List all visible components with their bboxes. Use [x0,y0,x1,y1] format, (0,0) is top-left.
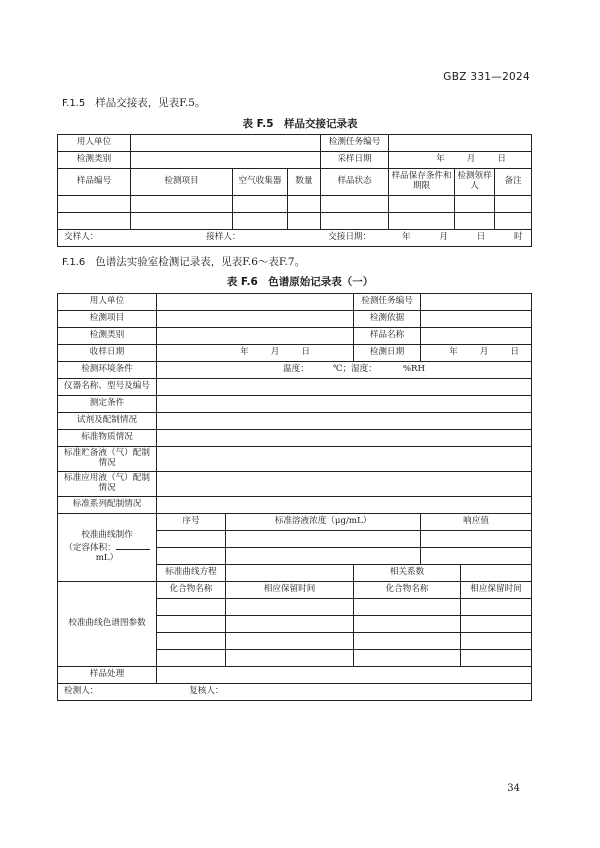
reviewer-label: 复核人： [189,686,224,697]
page-number: 34 [507,783,520,794]
label-working-solution: 标准应用液（气）配制情况 [58,472,157,497]
header-compound-2: 化合物名称 [354,582,461,599]
cell[interactable] [421,548,532,565]
receiver-label: 接样人： [206,232,241,243]
header-collector: 空气收集器 [233,169,288,196]
humidity-label: ℃；湿度： [332,364,377,375]
table-row [58,196,532,213]
cell-working-solution-value[interactable] [157,472,532,497]
month-mark: 月 [466,154,476,165]
cell-test-item-value[interactable] [157,311,354,328]
cell[interactable] [226,633,354,650]
header-sample-state: 样品状态 [321,169,389,196]
label-chromatogram-params: 校准曲线色谱图参数 [58,582,157,667]
month-mark: 月 [439,232,448,243]
cell[interactable] [226,650,354,667]
cell[interactable] [354,616,461,633]
label-unit: 用人单位 [58,135,131,152]
cell-instrument-value[interactable] [157,379,532,396]
tester-label: 检测人： [64,686,99,697]
cell[interactable] [157,650,226,667]
cell-environment-value[interactable] [157,362,532,379]
volume-suffix: mL） [95,552,119,563]
day-mark: 日 [510,347,519,358]
year-mark: 年 [436,154,445,165]
table-f5-caption: 表 F.5 样品交接记录表 [242,118,358,130]
cell[interactable] [461,650,532,667]
volume-blank[interactable] [116,541,150,550]
label-basis: 检测依据 [354,311,421,328]
signature-row [58,684,532,701]
label-calibration-curve [58,514,157,582]
cell[interactable] [389,196,455,213]
header-storage: 样品保存条件和期限 [389,169,455,196]
cell[interactable] [58,213,131,230]
cell[interactable] [354,599,461,616]
header-sample-no: 样品编号 [58,169,131,196]
cell[interactable] [233,213,288,230]
day-mark: 日 [476,232,486,243]
label-reagents: 试剂及配制情况 [58,413,157,430]
cell[interactable] [233,196,288,213]
section-number: F.1.6 [62,257,86,268]
label-task-no: 检测任务编号 [354,294,421,311]
cell[interactable] [495,213,532,230]
cell-basis-value[interactable] [421,311,532,328]
header-test-item: 检测项目 [131,169,233,196]
cell-sample-date-value[interactable] [389,152,532,169]
header-compound-1: 化合物名称 [157,582,226,599]
label-test-item: 检测项目 [58,311,157,328]
cell[interactable] [226,599,354,616]
calibration-title: 校准曲线制作 [81,530,133,541]
header-seq: 序号 [157,514,226,531]
cell[interactable] [321,213,389,230]
cell-correlation-value[interactable] [461,565,532,582]
cell-category-value[interactable] [131,152,321,169]
hour-mark: 时 [514,232,523,243]
cell-test-date-value[interactable] [421,345,532,362]
cell[interactable] [157,616,226,633]
month-mark: 月 [479,347,489,358]
cell[interactable] [461,599,532,616]
label-correlation: 相关系数 [354,565,461,582]
cell[interactable] [157,531,226,548]
label-stock-solution: 标准贮备液（气）配制情况 [58,447,157,472]
cell-unit-value[interactable] [131,135,321,152]
label-sample-processing: 样品处理 [58,667,157,684]
day-mark: 日 [497,154,506,165]
section-text: 色谱法实验室检测记录表，见表F.6～表F.7。 [95,256,306,268]
header-retention-1: 相应保留时间 [226,582,354,599]
cell[interactable] [421,531,532,548]
cell[interactable] [354,650,461,667]
cell-conditions-value[interactable] [157,396,532,413]
cell[interactable] [288,213,321,230]
chromatography-record-table [57,293,532,701]
cell[interactable] [461,633,532,650]
standard-code: GBZ 331—2024 [443,71,530,83]
cell-category-value[interactable] [157,328,354,345]
year-mark: 年 [401,232,411,243]
volume-prefix: （定容体积： [64,543,116,554]
cell[interactable] [226,616,354,633]
section-text: 样品交接表，见表F.5。 [95,97,206,109]
cell[interactable] [389,213,455,230]
header-remark: 备注 [495,169,532,196]
cell-stock-solution-value[interactable] [157,447,532,472]
cell-sample-name-value[interactable] [421,328,532,345]
cell-equation-value[interactable] [226,565,354,582]
label-sample-date: 采样日期 [321,152,389,169]
label-task-no: 检测任务编号 [321,135,389,152]
header-receiver: 检测领样人 [455,169,495,196]
label-instrument: 仪器名称、型号及编号 [58,379,157,396]
rh-unit: %RH [402,364,425,375]
label-series: 标准系列配制情况 [58,497,157,514]
section-f15 [62,95,205,110]
label-sample-name: 样品名称 [354,328,421,345]
cell[interactable] [226,548,421,565]
year-mark: 年 [449,347,458,358]
cell-sample-processing-value[interactable] [157,667,532,684]
section-f16 [62,254,305,269]
label-category: 检测类别 [58,152,131,169]
cell[interactable] [354,633,461,650]
cell[interactable] [226,531,421,548]
label-std-material: 标准物质情况 [58,430,157,447]
cell[interactable] [157,548,226,565]
table-f6-caption: 表 F.6 色谱原始记录表（一） [226,276,374,288]
temperature-label: 温度： [283,364,309,375]
table-row [58,213,532,230]
label-unit: 用人单位 [58,294,157,311]
cell-series-value[interactable] [157,497,532,514]
cell-receive-date-value[interactable] [157,345,354,362]
year-mark: 年 [240,347,249,358]
label-test-date: 检测日期 [354,345,421,362]
cell-std-material-value[interactable] [157,430,532,447]
label-category: 检测类别 [58,328,157,345]
cell[interactable] [288,196,321,213]
label-receive-date: 收样日期 [58,345,157,362]
cell[interactable] [461,616,532,633]
cell[interactable] [321,196,389,213]
section-number: F.1.5 [62,98,86,109]
cell-reagents-value[interactable] [157,413,532,430]
cell[interactable] [455,196,495,213]
cell[interactable] [131,196,233,213]
label-environment: 检测环境条件 [58,362,157,379]
label-equation: 标准曲线方程 [157,565,226,582]
cell[interactable] [455,213,495,230]
header-retention-2: 相应保留时间 [461,582,532,599]
header-quantity: 数量 [288,169,321,196]
sample-handover-table [57,134,532,247]
calibration-volume [60,541,154,564]
header-concentration: 标准溶液浓度（μg/mL） [226,514,421,531]
month-mark: 月 [270,347,280,358]
cell[interactable] [58,196,131,213]
cell[interactable] [157,633,226,650]
handover-footer [58,230,532,247]
handover-footer-row [58,230,532,247]
cell-unit-value[interactable] [157,294,354,311]
cell[interactable] [131,213,233,230]
header-response: 响应值 [421,514,532,531]
cell-task-no-value[interactable] [421,294,532,311]
cell[interactable] [495,196,532,213]
handover-label: 交样人： [64,232,99,243]
day-mark: 日 [301,347,310,358]
cell[interactable] [157,599,226,616]
handover-date-label: 交接日期： [328,232,372,243]
cell-task-no-value[interactable] [389,135,532,152]
label-conditions: 测定条件 [58,396,157,413]
